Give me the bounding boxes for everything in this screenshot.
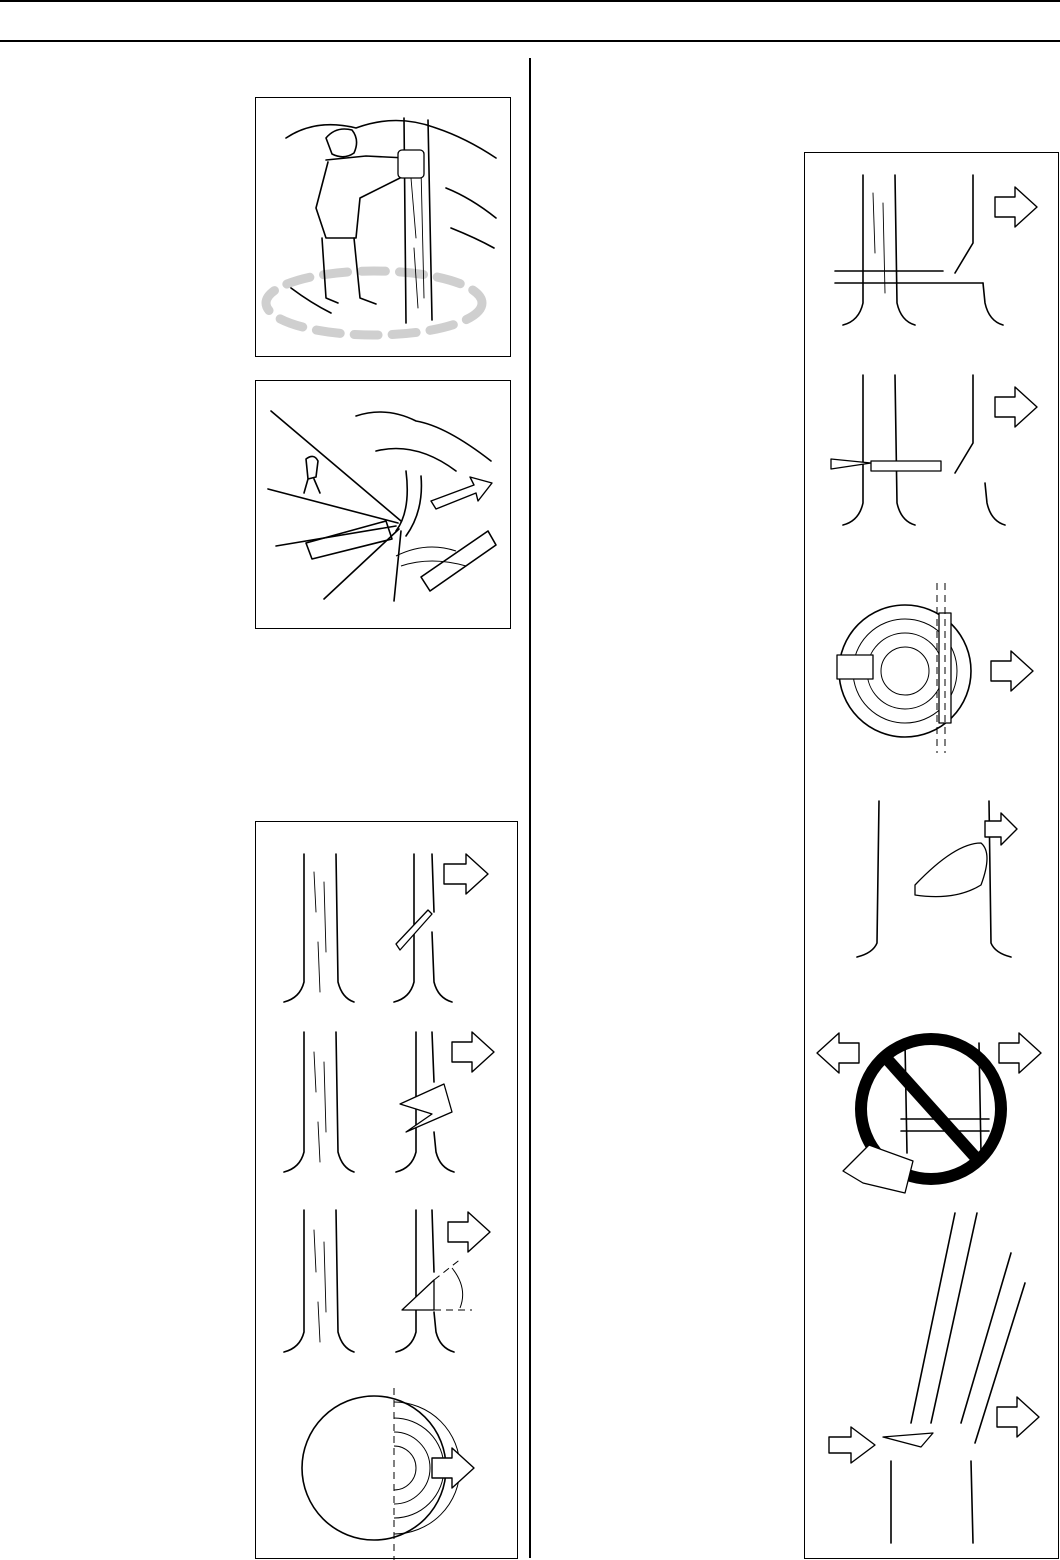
fall-direction-arrow-icon [431, 477, 492, 509]
header-rule-bottom [0, 40, 1060, 42]
chainsaw-icon [398, 150, 424, 178]
notch-sequence-figure [255, 821, 518, 1559]
bystander-figure [304, 456, 320, 493]
direction-arrow-icon [432, 1448, 474, 1488]
felling-sequence-figure [804, 152, 1059, 1559]
direction-arrow-icon [991, 651, 1033, 691]
wedge-icon [831, 459, 871, 469]
directional-notch-sequence-diagram [256, 822, 519, 1560]
direction-arrow-icon [444, 854, 488, 894]
felling-danger-zone-illustration [256, 381, 512, 630]
direction-arrow-icon [448, 1212, 490, 1252]
direction-arrow-icon [995, 387, 1037, 427]
direction-arrow-icon [999, 1033, 1041, 1073]
stump-top-view [302, 1396, 446, 1540]
felling-cut-sequence-diagram [805, 153, 1060, 1560]
felling-zone-figure [255, 380, 511, 629]
column-divider [529, 58, 531, 1558]
wedge-block-icon [843, 1145, 913, 1193]
felling-lever-icon [837, 655, 873, 679]
direction-arrow-icon [817, 1033, 859, 1073]
direction-arrow-icon [829, 1427, 875, 1463]
tree-climber-illustration [256, 98, 512, 358]
direction-arrow-icon [995, 187, 1037, 227]
header-rule-top [0, 0, 1060, 2]
felling-lever-tool [915, 843, 987, 897]
direction-arrow-icon [997, 1397, 1039, 1437]
direction-arrow-icon [452, 1032, 494, 1072]
climber-figure [255, 97, 511, 357]
